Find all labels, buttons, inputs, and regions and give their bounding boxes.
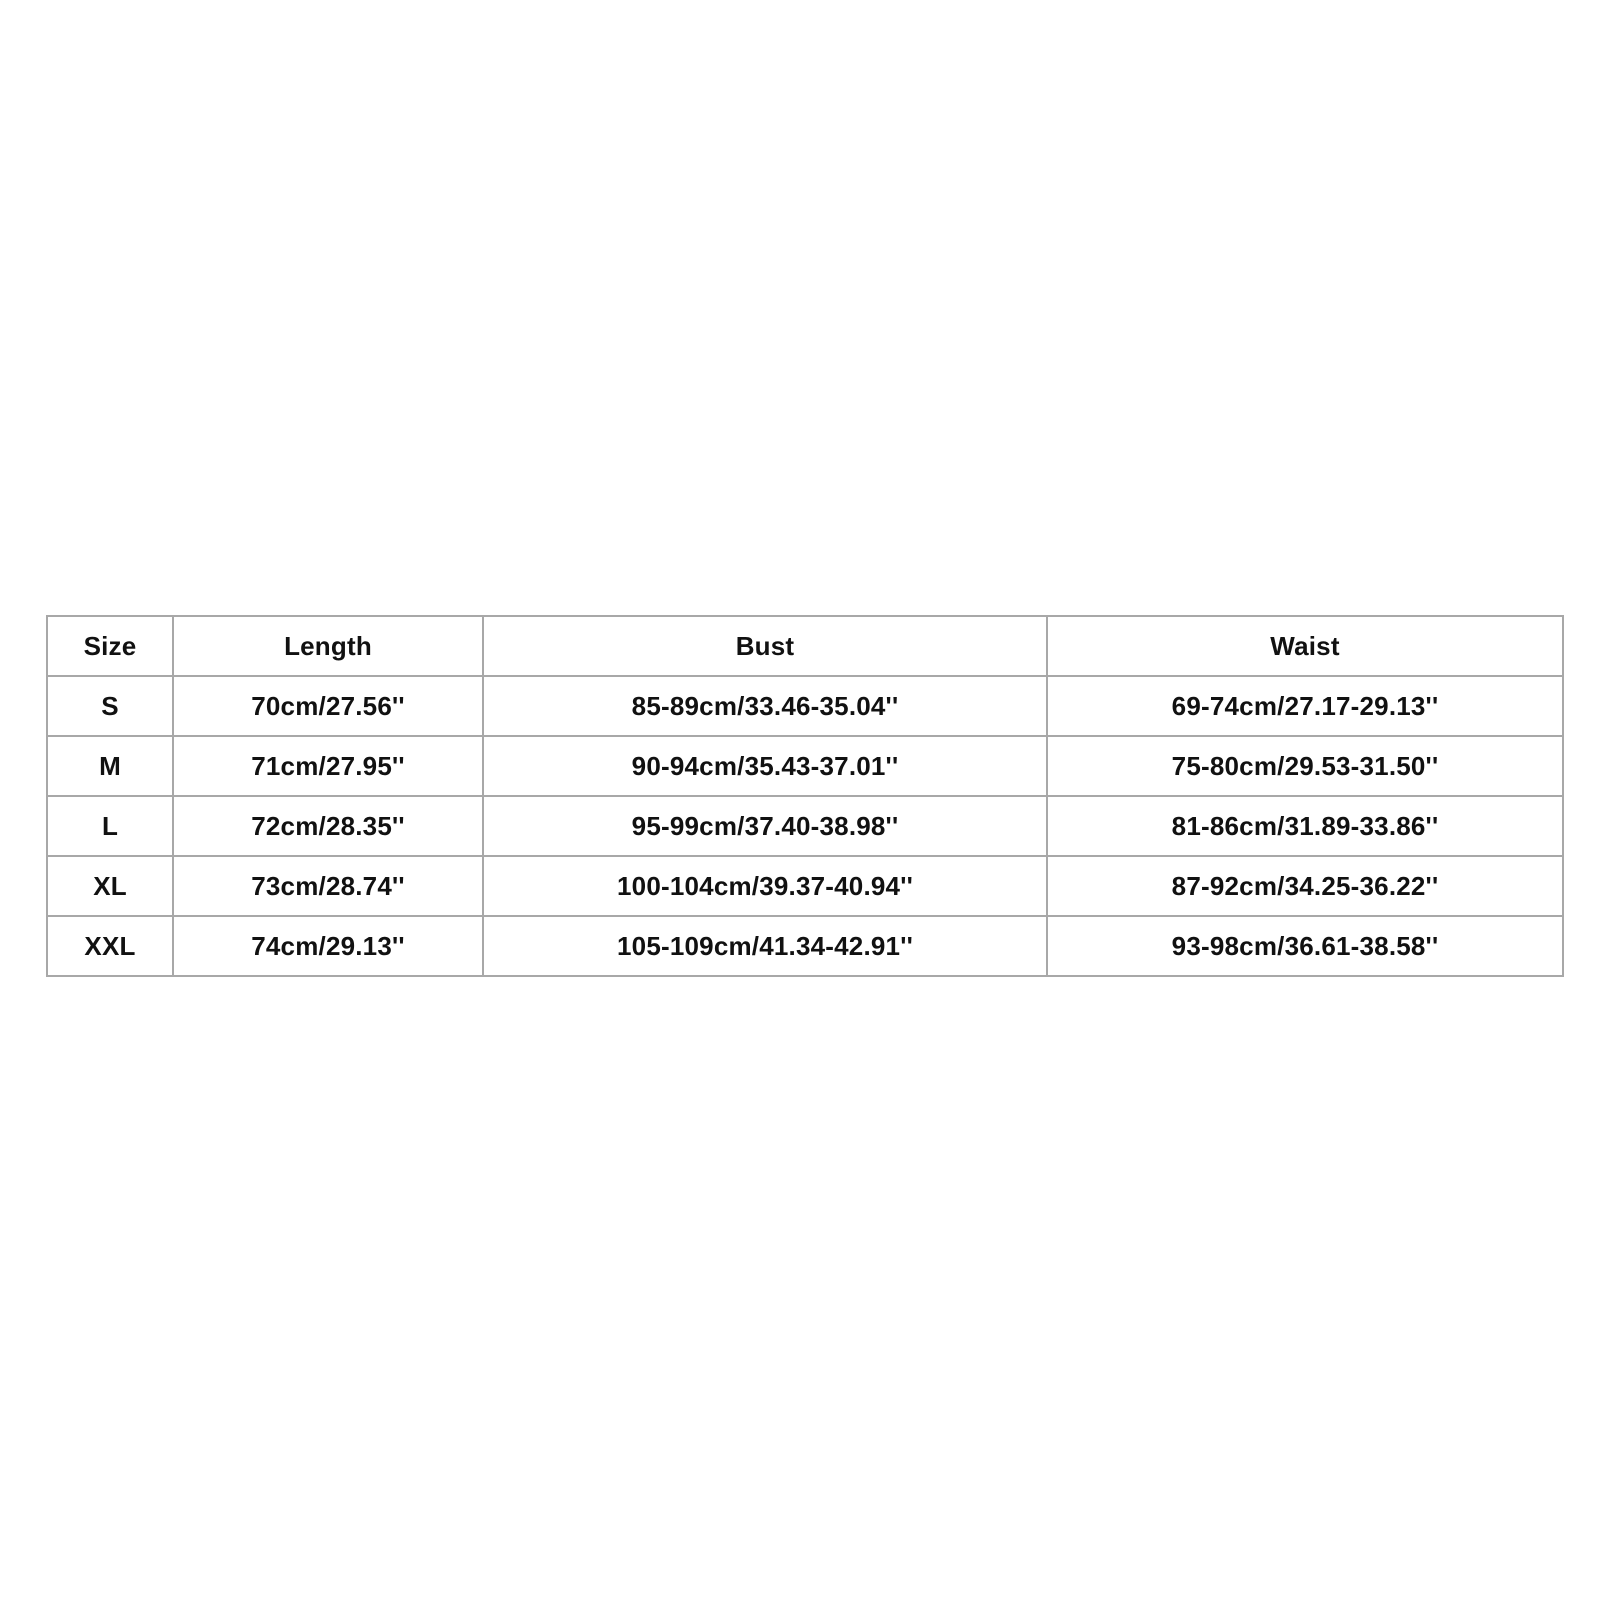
header-size: Size — [47, 616, 173, 676]
cell-length: 72cm/28.35'' — [173, 796, 483, 856]
size-chart-header — [47, 616, 1563, 676]
cell-bust: 90-94cm/35.43-37.01'' — [483, 736, 1047, 796]
header-row — [47, 616, 1563, 676]
cell-length: 74cm/29.13'' — [173, 916, 483, 976]
size-chart-table — [46, 615, 1564, 977]
size-chart-body — [47, 676, 1563, 976]
cell-size: L — [47, 796, 173, 856]
cell-waist: 93-98cm/36.61-38.58'' — [1047, 916, 1563, 976]
cell-waist: 75-80cm/29.53-31.50'' — [1047, 736, 1563, 796]
cell-size: XXL — [47, 916, 173, 976]
cell-bust: 95-99cm/37.40-38.98'' — [483, 796, 1047, 856]
cell-waist: 69-74cm/27.17-29.13'' — [1047, 676, 1563, 736]
cell-waist: 87-92cm/34.25-36.22'' — [1047, 856, 1563, 916]
header-length: Length — [173, 616, 483, 676]
cell-length: 71cm/27.95'' — [173, 736, 483, 796]
cell-size: S — [47, 676, 173, 736]
header-waist: Waist — [1047, 616, 1563, 676]
table-row — [47, 856, 1563, 916]
cell-length: 70cm/27.56'' — [173, 676, 483, 736]
table-row — [47, 916, 1563, 976]
cell-size: M — [47, 736, 173, 796]
cell-length: 73cm/28.74'' — [173, 856, 483, 916]
cell-waist: 81-86cm/31.89-33.86'' — [1047, 796, 1563, 856]
table-row — [47, 796, 1563, 856]
cell-bust: 100-104cm/39.37-40.94'' — [483, 856, 1047, 916]
cell-bust: 105-109cm/41.34-42.91'' — [483, 916, 1047, 976]
table-row — [47, 736, 1563, 796]
table-row — [47, 676, 1563, 736]
cell-bust: 85-89cm/33.46-35.04'' — [483, 676, 1047, 736]
header-bust: Bust — [483, 616, 1047, 676]
cell-size: XL — [47, 856, 173, 916]
